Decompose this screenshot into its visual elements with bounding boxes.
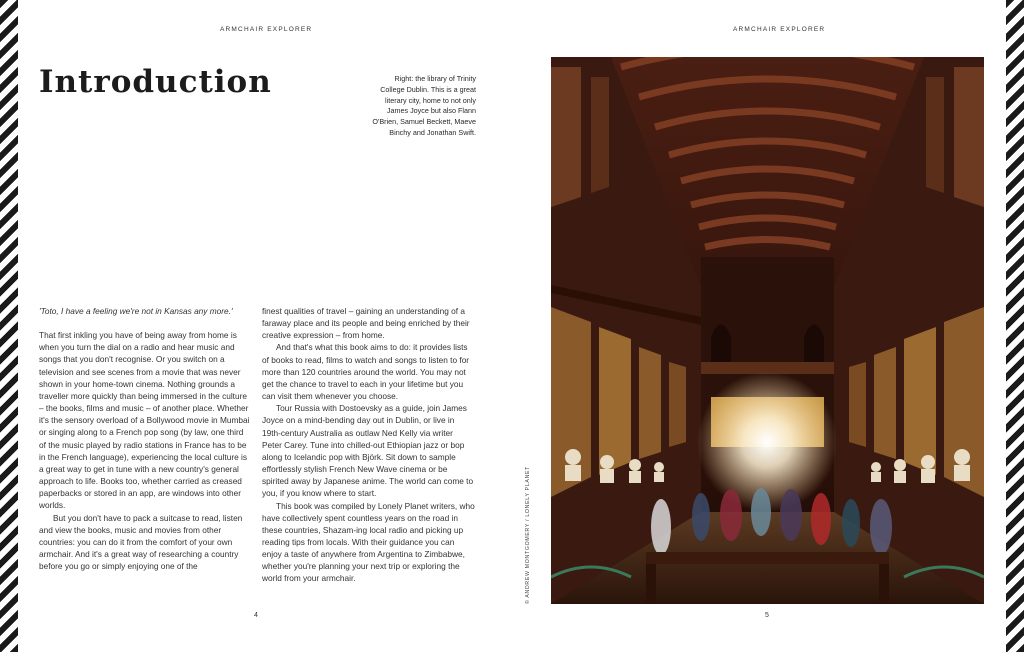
opening-quote: 'Toto, I have a feeling we're not in Kansas any more.': [39, 306, 233, 316]
paragraph: Tour Russia with Dostoevsky as a guide, join James Joyce on a mind-bending day out in Dublin, or live in 19th-century Australia as outlaw Ned Kelly via writer Peter Carey. Tune into chilled-out Ethiopian jazz or bop along to Icelandic pop with Björk. Sit down to sample effortlessly stylish French New Wave cinema or be spirited away by Japanese anime. The world can come to you, if you know where to start.: [262, 403, 474, 499]
left-page-edge-stripes: [0, 0, 18, 652]
page-number-right: 5: [765, 612, 769, 619]
page-title: Introduction: [39, 64, 272, 100]
paragraph: finest qualities of travel – gaining an understanding of a faraway place and its people and being enriched by their creative expression – from home.: [262, 306, 470, 341]
paragraph: But you don't have to pack a suitcase to read, listen and view the books, music and movies from other countries: you can do it from the comfort of your own armchair. And it's a great way of researching a country before you go or simply enjoying one of the: [39, 512, 243, 572]
page-number-left: 4: [254, 612, 258, 619]
photo-caption: Right: the library of Trinity College Dublin. This is a great literary city, home to not only James Joyce but also Flann O'Brien, Samuel Beckett, Maeve Binchy and Jonathan Swift.: [372, 74, 476, 137]
paragraph: This book was compiled by Lonely Planet writers, who have collectively spent countless years on the road in these countries, Shazam-ing local radio and picking up reading tips from locals. With their guidance you can enjoy a taste of anywhere from Argentina to Zimbabwe, whether you're planning your next trip or exploring the world from your armchair.: [262, 500, 475, 584]
right-page-edge-stripes: [1006, 0, 1024, 652]
paragraph: And that's what this book aims to do: it provides lists of books to read, films to watch and songs to listen to for more than 120 countries around the world. You may not get the chance to travel to each in your lifetime but you can visit them whenever you choose.: [262, 342, 470, 402]
photo-credit: © ANDREW MONTGOMERY / LONELY PLANET: [525, 465, 531, 604]
library-photo: [551, 57, 984, 604]
library-illustration: [551, 57, 984, 604]
running-head-left: ARMCHAIR EXPLORER: [220, 26, 313, 33]
running-head-right: ARMCHAIR EXPLORER: [733, 26, 826, 33]
bright-window-light: [697, 372, 837, 512]
paragraph: That first inkling you have of being away from home is when you turn the dial on a radio and hear music and songs that you don't recognise. Or you switch on a television and see scenes from a movie that was never shown in your home-town cinema. Nothing grounds a traveller more quickly than being immersed in the culture – the books, films and music – of another place. Whether it's the sensory overload of a Bollywood movie in Mumbai or singing along to a French pop song (by law, one third of the music played by radio stations in France has to be in the French language), experiencing the local culture is a great way to get in tune with a new country's general approach to life. Books too, whether carried as creased paperbacks or stored in an app, are windows into other worlds.: [39, 330, 250, 511]
body-column-1: [39, 305, 252, 572]
body-column-2: [262, 305, 475, 585]
